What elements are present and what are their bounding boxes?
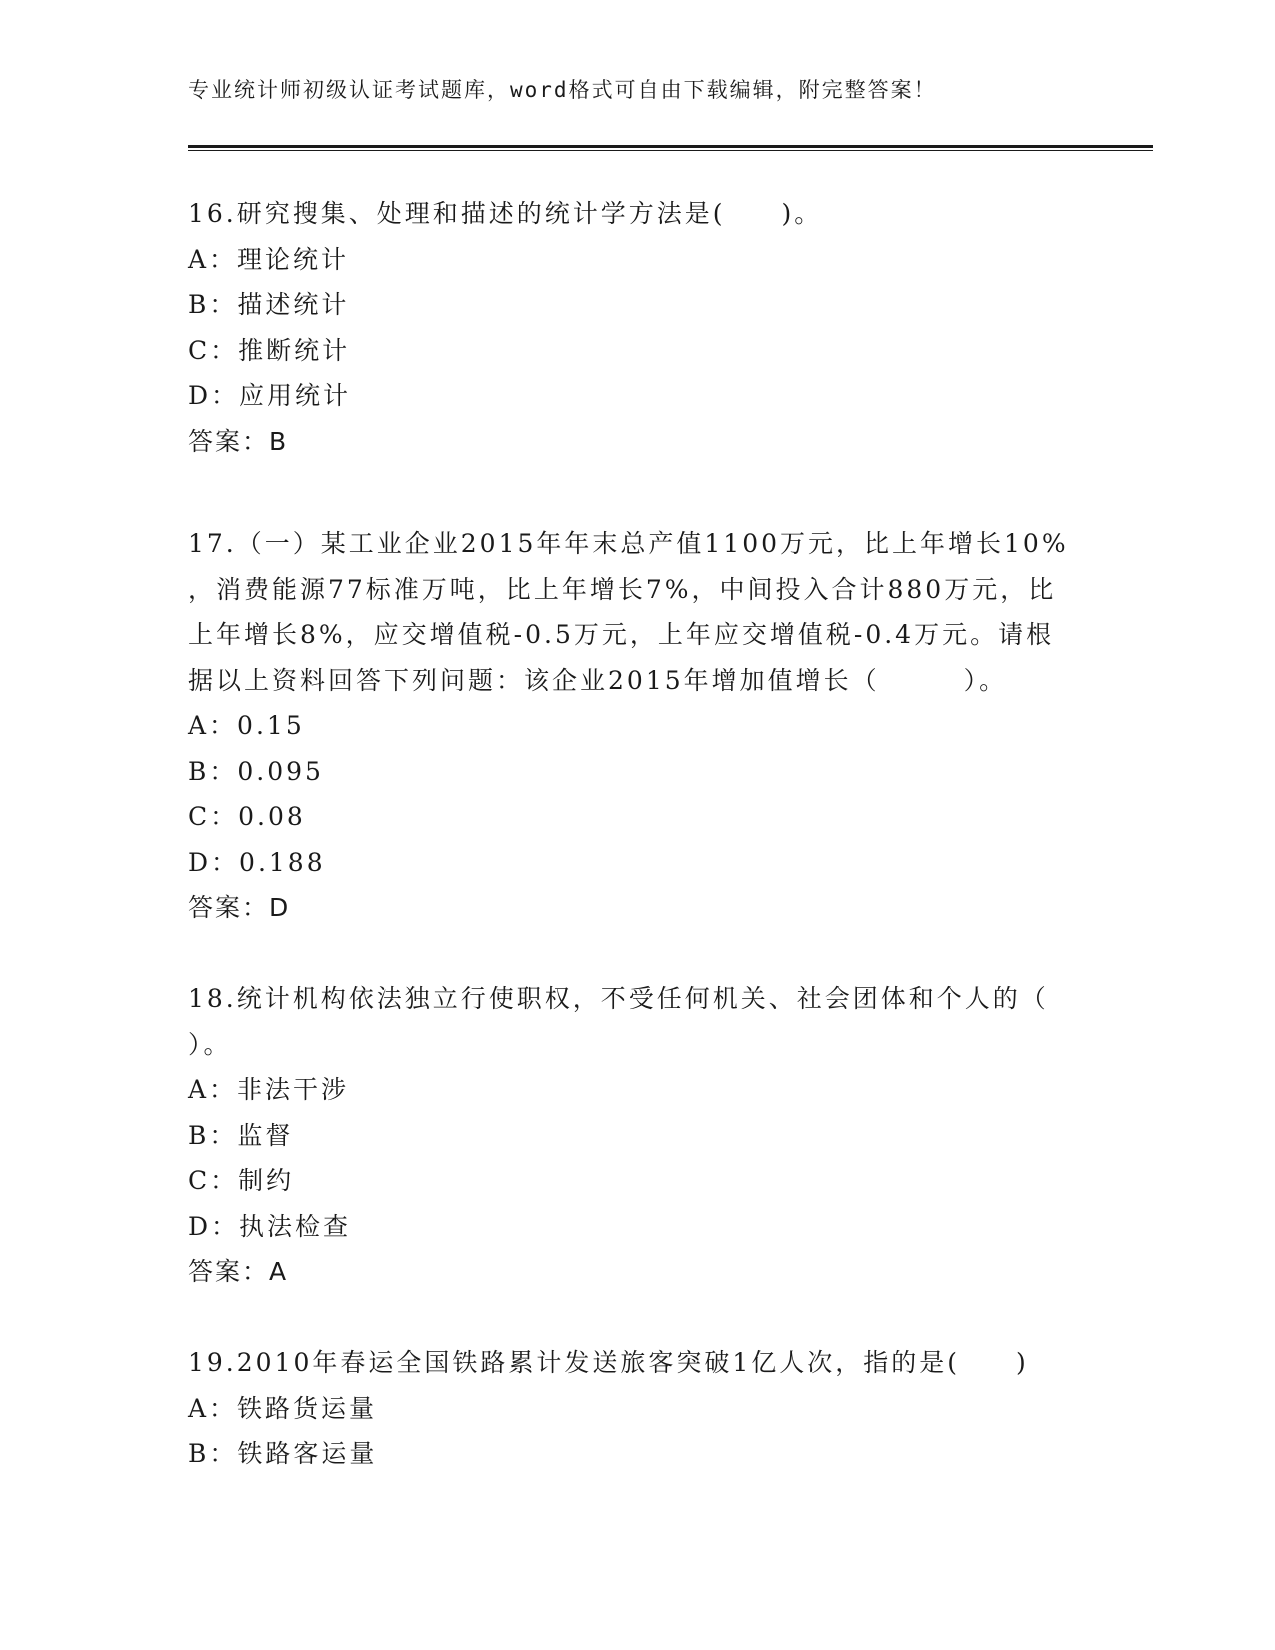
question-stem-line: 19.2010年春运全国铁路累计发送旅客突破1亿人次，指的是( ): [188, 1348, 1029, 1377]
question-stem-line: ）。: [188, 1029, 232, 1059]
option-b: B：铁路客运量: [188, 1439, 378, 1468]
question-19: [188, 1340, 1088, 1477]
option-b: B：0.095: [188, 756, 324, 786]
option-d: D：应用统计: [188, 381, 352, 410]
option-c: C：制约: [188, 1166, 295, 1195]
question-stem-line: 17.（一）某工业企业2015年年末总产值1100万元，比上年增长10%: [188, 529, 1069, 558]
question-stem-line: 据以上资料回答下列问题：该企业2015年增加值增长（ ）。: [188, 665, 1008, 695]
page-header: 专业统计师初级认证考试题库，word格式可自由下载编辑，附完整答案！: [188, 78, 937, 102]
header-rule-thick: [188, 145, 1153, 148]
answer: 答案：D: [188, 893, 291, 922]
header-rule-thin: [188, 150, 1153, 151]
question-17: [188, 521, 1088, 931]
option-a: A：铁路货运量: [188, 1393, 378, 1423]
question-18: [188, 976, 1088, 1295]
option-b: B：监督: [188, 1120, 294, 1150]
option-a: A：0.15: [188, 711, 305, 740]
option-d: D：执法检查: [188, 1211, 352, 1241]
question-stem-line: 18.统计机构依法独立行使职权，不受任何机关、社会团体和个人的（: [188, 984, 1049, 1013]
option-a: A：非法干涉: [188, 1075, 350, 1104]
question-stem-line: ，消费能源77标准万吨，比上年增长7%，中间投入合计880万元，比: [188, 574, 1057, 604]
question-stem-line: 16.研究搜集、处理和描述的统计学方法是( )。: [188, 199, 823, 228]
option-a: A：理论统计: [188, 244, 350, 274]
answer: 答案：A: [188, 1257, 289, 1286]
option-d: D：0.188: [188, 847, 326, 877]
option-b: B：描述统计: [188, 290, 350, 319]
answer: 答案：B: [188, 426, 289, 456]
option-c: C：推断统计: [188, 335, 351, 365]
question-stem-line: 上年增长8%，应交增值税-0.5万元，上年应交增值税-0.4万元。请根: [188, 620, 1055, 649]
question-16: [188, 191, 1088, 464]
option-c: C：0.08: [188, 802, 306, 831]
